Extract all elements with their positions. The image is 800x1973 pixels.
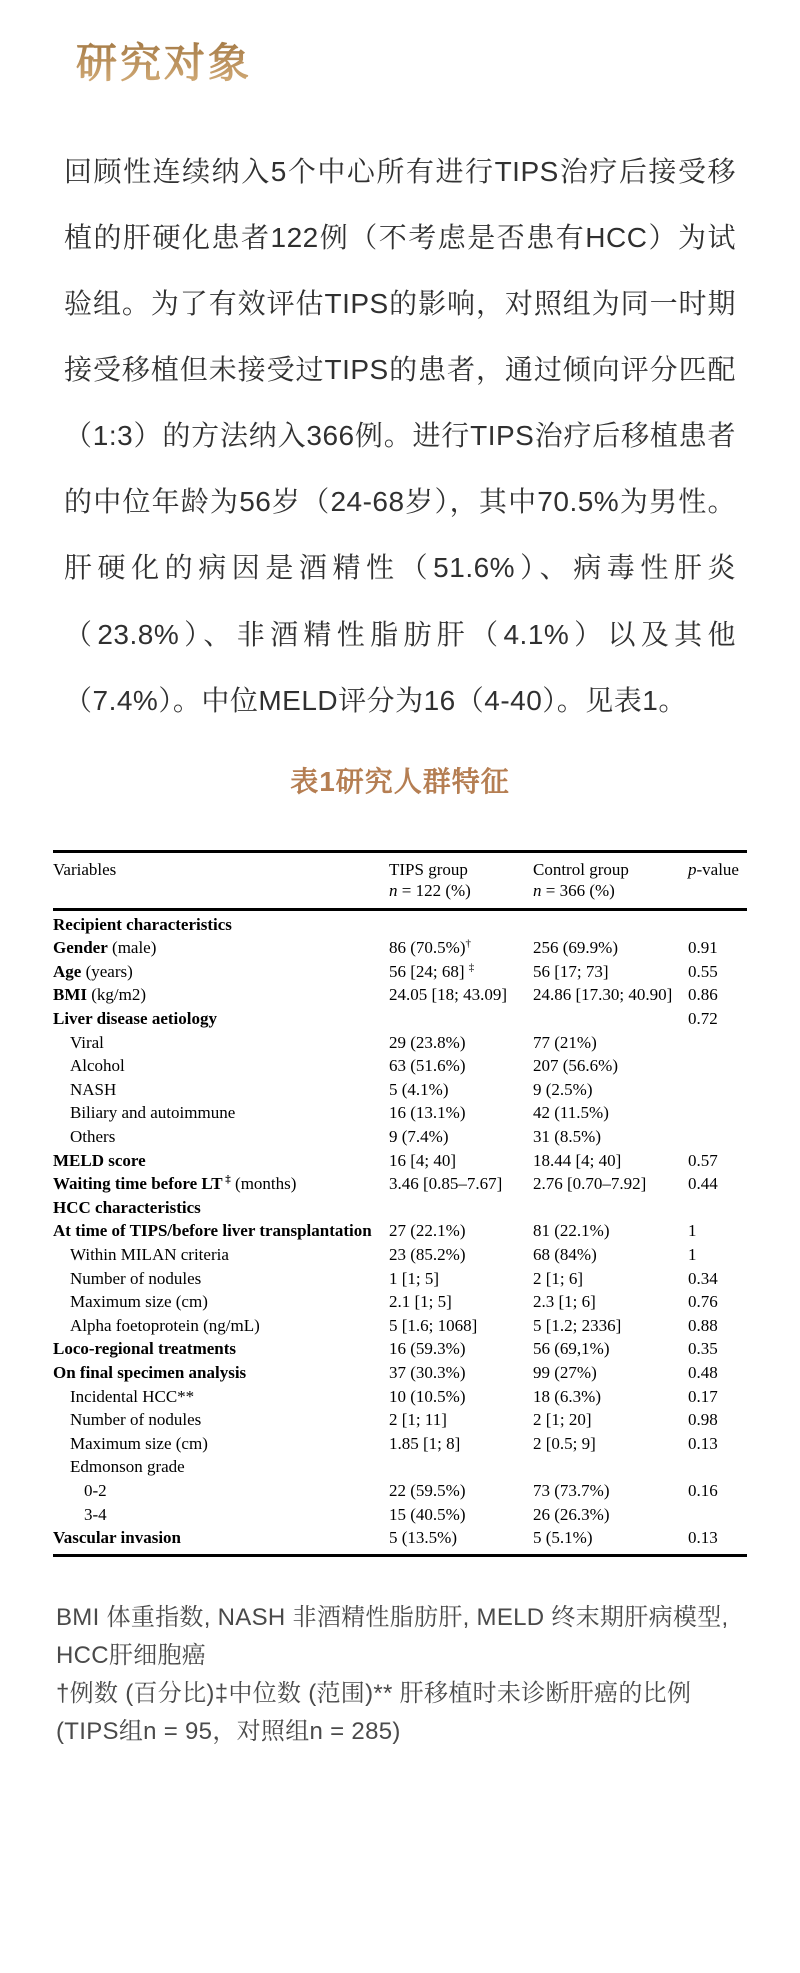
cell-tips-value: 86 (70.5%)† [389,937,471,958]
footnote-line: (TIPS组n = 95，对照组n = 285) [56,1717,401,1745]
cell-control-value: 31 (8.5%) [533,1127,601,1147]
cell-p-value: 0.76 [688,1292,718,1312]
cell-control-value: 2 [1; 6] [533,1268,584,1288]
table-row [53,1007,747,1031]
cell-tips-value: 23 (85.2%) [389,1245,466,1265]
cell-variable: BMI (kg/m2) [53,985,147,1005]
cell-control-value: 42 (11.5%) [533,1103,609,1123]
table-row [53,983,747,1007]
cell-tips-value: 2.1 [1; 5] [389,1292,452,1312]
cell-control-value: 26 (26.3%) [533,1504,610,1524]
cell-variable: Alcohol [70,1056,125,1076]
cell-p-value [688,1078,747,1102]
header-tips-group [389,859,533,901]
cell-p-value [688,1101,747,1125]
cell-variable: Maximum size (cm) [70,1292,208,1312]
footnote-line: †例数 (百分比)‡中位数 (范围)** 肝移植时未诊断肝癌的比例 [56,1679,692,1707]
cell-variable: Gender (male) [53,938,157,958]
table-row [53,1479,747,1503]
table-body [53,911,747,1554]
cell-variable: Biliary and autoimmune [70,1103,236,1123]
table-row [53,1101,747,1125]
cell-variable: Recipient characteristics [53,914,232,934]
table-row [53,1196,747,1220]
cell-tips-value: 3.46 [0.85–7.67] [389,1174,503,1194]
table-row [53,1149,747,1173]
cell-variable: MELD score [53,1150,146,1170]
cell-variable: Within MILAN criteria [70,1245,229,1265]
cell-variable: 3-4 [84,1504,107,1524]
cell-control-value: 5 [1.2; 2336] [533,1315,622,1335]
cell-tips-value: 1.85 [1; 8] [389,1433,461,1453]
cell-p-value [688,1125,747,1149]
cell-tips-value: 29 (23.8%) [389,1032,466,1052]
cell-control-value: 73 (73.7%) [533,1480,610,1500]
cell-p-value: 0.13 [688,1433,718,1453]
cell-p-value: 0.35 [688,1339,718,1359]
cell-control-value: 18.44 [4; 40] [533,1150,622,1170]
table-row [53,1125,747,1149]
body-paragraph: 回顾性连续纳入5个中心所有进行TIPS治疗后接受移植的肝硬化患者122例（不考虑是否患有HCC）为试验组。为了有效评估TIPS的影响，对照组为同一时期接受移植但未接受过TIPS的患者，通过倾向评分匹配（1:3）的方法纳入366例。进行TIPS治疗后移植患者的中位年龄为56岁（24-68岁），其中70.5%为男性。肝硬化的病因是酒精性（51.6%）、病毒性肝炎（23.8%）、非酒精性脂肪肝（4.1%）以及其他（7.4%）。中位MELD评分为16（4-40）。见表1。 [64,156,736,716]
cell-control-value: 9 (2.5%) [533,1079,593,1099]
cell-tips-value: 16 [4; 40] [389,1150,457,1170]
cell-variable: HCC characteristics [53,1197,201,1217]
cell-p-value: 0.57 [688,1150,718,1170]
table-row [53,1290,747,1314]
cell-variable: Viral [70,1032,104,1052]
cell-control-value: 24.86 [17.30; 40.90] [533,985,673,1005]
cell-tips-value [389,1007,533,1031]
cell-p-value: 0.48 [688,1362,718,1382]
cell-p-value: 0.16 [688,1480,718,1500]
table-row [53,936,747,960]
cell-variable: Maximum size (cm) [70,1433,208,1453]
cell-control-value: 207 (56.6%) [533,1056,618,1076]
cell-p-value: 0.88 [688,1315,718,1335]
cell-p-value: 0.98 [688,1410,718,1430]
table-row [53,913,747,937]
cell-variable: Age (years) [53,961,133,981]
cell-tips-value: 16 (59.3%) [389,1339,466,1359]
cell-tips-value: 37 (30.3%) [389,1362,466,1382]
cell-control-value: 56 (69,1%) [533,1339,610,1359]
cell-variable: Vascular invasion [53,1528,182,1548]
table-row [53,1172,747,1196]
table-row [53,1503,747,1527]
cell-tips-value: 10 (10.5%) [389,1386,466,1406]
cell-tips-value: 5 (13.5%) [389,1528,457,1548]
cell-variable: Liver disease aetiology [53,1009,217,1029]
cell-control-value [533,1196,688,1220]
table-row [53,1526,747,1550]
table-row [53,1408,747,1432]
cell-p-value: 0.34 [688,1268,718,1288]
footnote-line: BMI 体重指数, NASH 非酒精性脂肪肝, MELD 终末期肝病模型, [56,1603,729,1631]
cell-tips-value [389,913,533,937]
cell-variable: Loco-regional treatments [53,1339,237,1359]
cell-control-value: 18 (6.3%) [533,1386,601,1406]
cell-variable: Number of nodules [70,1268,202,1288]
cell-tips-value: 5 [1.6; 1068] [389,1315,478,1335]
cell-variable: Others [70,1127,116,1147]
cell-tips-value: 5 (4.1%) [389,1079,449,1099]
header-p-value: p-value [688,859,739,879]
cell-variable: Waiting time before LT ‡ (months) [53,1173,297,1194]
cell-variable: Incidental HCC** [70,1386,195,1406]
cell-p-value [688,913,747,937]
cell-variable: Edmonson grade [70,1457,185,1477]
header-variables: Variables [53,859,117,879]
section-title: 研究对象 [76,30,252,89]
cell-control-value: 99 (27%) [533,1362,597,1382]
cell-variable: At time of TIPS/before liver transplantation [53,1221,372,1241]
header-control-group-name: Control group [533,859,629,879]
cell-control-value [533,1007,688,1031]
header-control-group [533,859,688,901]
cell-p-value [688,1054,747,1078]
cell-control-value: 256 (69.9%) [533,938,618,958]
footnote-line: HCC肝细胞癌 [56,1641,207,1669]
cell-tips-value [389,1455,533,1479]
cell-control-value: 2.76 [0.70–7.92] [533,1174,647,1194]
footnotes [56,1599,744,1751]
table-row [53,1337,747,1361]
cell-control-value [533,1455,688,1479]
cell-tips-value: 16 (13.1%) [389,1103,466,1123]
cell-tips-value: 1 [1; 5] [389,1268,440,1288]
cell-p-value: 0.91 [688,938,718,958]
table-row [53,960,747,984]
cell-p-value [688,1196,747,1220]
cell-control-value: 2.3 [1; 6] [533,1292,596,1312]
cell-p-value [688,1031,747,1055]
cell-tips-value: 24.05 [18; 43.09] [389,985,508,1005]
cell-control-value: 81 (22.1%) [533,1221,610,1241]
cell-p-value: 0.17 [688,1386,718,1406]
table-row [53,1361,747,1385]
characteristics-table [53,850,747,1557]
cell-p-value [688,1503,747,1527]
cell-p-value: 1 [688,1221,697,1241]
cell-p-value: 1 [688,1245,697,1265]
table-caption: 表1研究人群特征 [290,765,510,797]
cell-control-value: 2 [1; 20] [533,1410,592,1430]
table-row [53,1385,747,1409]
cell-control-value: 56 [17; 73] [533,961,609,981]
table-header-row [53,853,747,911]
header-control-group-n: n = 366 (%) [533,880,615,900]
cell-tips-value [389,1196,533,1220]
cell-p-value: 0.13 [688,1528,718,1548]
header-tips-group-name: TIPS group [389,859,468,879]
table-row [53,1078,747,1102]
cell-tips-value: 22 (59.5%) [389,1480,466,1500]
cell-p-value [688,1455,747,1479]
table-row [53,1243,747,1267]
header-tips-group-n: n = 122 (%) [389,880,471,900]
cell-p-value: 0.86 [688,985,718,1005]
cell-p-value: 0.55 [688,961,718,981]
cell-tips-value: 9 (7.4%) [389,1127,449,1147]
table-row [53,1432,747,1456]
cell-tips-value: 15 (40.5%) [389,1504,466,1524]
cell-tips-value: 63 (51.6%) [389,1056,466,1076]
table-row [53,1219,747,1243]
cell-variable: 0-2 [84,1480,107,1500]
table-row [53,1314,747,1338]
table-row [53,1267,747,1291]
cell-control-value: 77 (21%) [533,1032,597,1052]
cell-control-value: 68 (84%) [533,1245,597,1265]
cell-p-value: 0.72 [688,1009,718,1029]
cell-control-value [533,913,688,937]
table-row [53,1054,747,1078]
cell-variable: Alpha foetoprotein (ng/mL) [70,1315,260,1335]
cell-tips-value: 27 (22.1%) [389,1221,466,1241]
table-row [53,1455,747,1479]
table-row [53,1031,747,1055]
cell-tips-value: 56 [24; 68] ‡ [389,961,475,981]
cell-variable: NASH [70,1079,117,1099]
cell-p-value: 0.44 [688,1174,718,1194]
cell-variable: Number of nodules [70,1410,202,1430]
cell-control-value: 2 [0.5; 9] [533,1433,596,1453]
cell-control-value: 5 (5.1%) [533,1528,593,1548]
cell-tips-value: 2 [1; 11] [389,1410,447,1430]
cell-variable: On final specimen analysis [53,1362,247,1382]
